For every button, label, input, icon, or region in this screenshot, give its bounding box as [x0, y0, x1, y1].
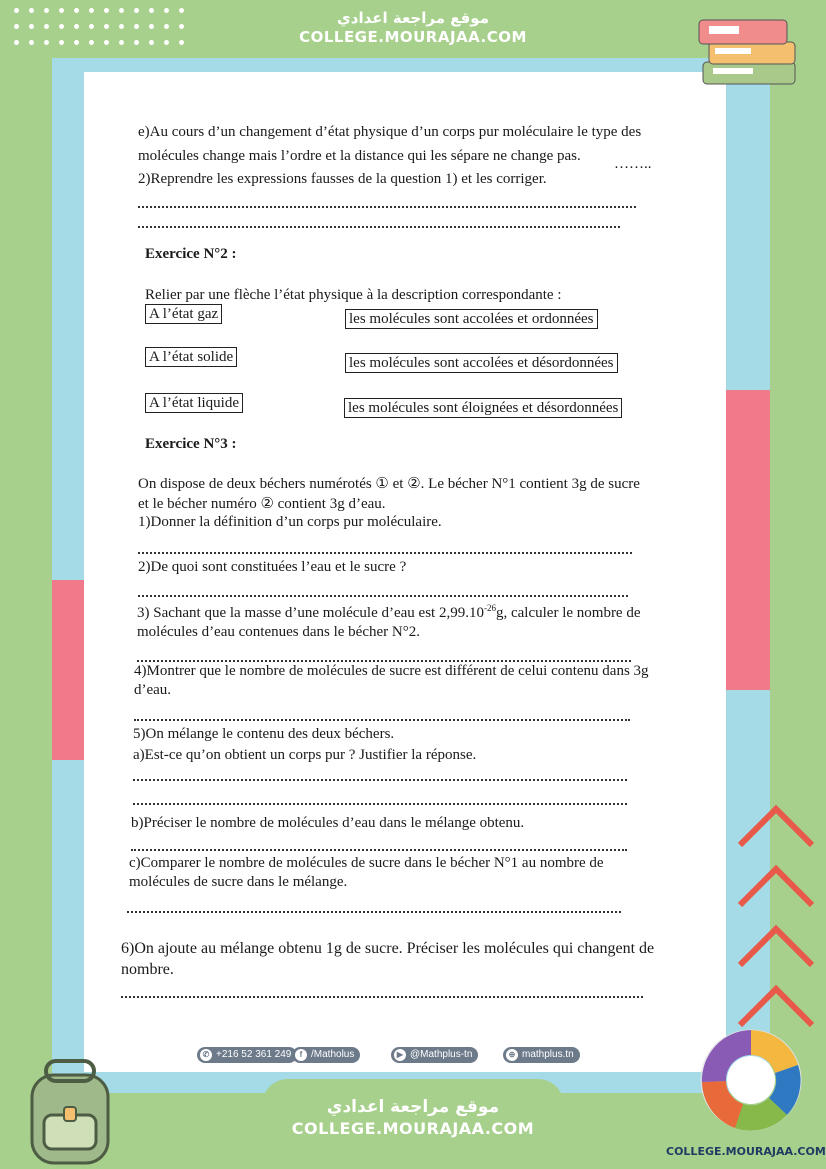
ex3-q5c-line1: c)Comparer le nombre de molécules de sucre dans le bécher N°1 au nombre de	[129, 855, 604, 871]
whatsapp-icon: ✆	[200, 1049, 212, 1061]
description-eloignees: les molécules sont éloignées et désordonnées	[344, 398, 622, 418]
ex3-q2: 2)De quoi sont constituées l’eau et le sucre ?	[138, 559, 407, 575]
brand-wheel-logo	[695, 1022, 807, 1142]
state-gaz: A l’état gaz	[145, 304, 222, 324]
ex3-intro-2: et le bécher numéro ② contient 3g d’eau.	[138, 496, 386, 512]
ex3-q6-line1: 6)On ajoute au mélange obtenu 1g de sucre. Préciser les molécules qui changent de	[121, 940, 655, 957]
description-ordonnees: les molécules sont accolées et ordonnées	[345, 309, 598, 329]
answer-line	[127, 911, 621, 913]
decor-dots-top	[14, 8, 184, 13]
site-header[interactable]	[262, 0, 564, 58]
answer-line	[121, 996, 643, 998]
ex3-q5b: b)Préciser le nombre de molécules d’eau dans le mélange obtenu.	[131, 815, 525, 831]
frame-pink-band-right	[726, 390, 770, 690]
answer-line	[138, 552, 632, 554]
ex3-q1: 1)Donner la définition d’un corps pur moléculaire.	[138, 514, 442, 530]
social-whatsapp[interactable]: ✆ +216 52 361 249	[197, 1047, 297, 1063]
header-arabic-title: موقع مراجعة اعدادي	[337, 9, 489, 27]
exercise-2-title: Exercice N°2 :	[145, 246, 237, 262]
social-facebook[interactable]: f /Matholus	[292, 1047, 360, 1063]
site-footer[interactable]	[262, 1079, 564, 1169]
q1e-line1: e)Au cours d’un changement d’état physique d’un corps pur moléculaire le type des	[138, 124, 642, 140]
answer-line	[138, 206, 636, 208]
q2-text: 2)Reprendre les expressions fausses de la question 1) et les corriger.	[138, 171, 547, 187]
brand-badge-url[interactable]: COLLEGE.MOURAJAA.COM	[666, 1145, 826, 1158]
q1e-dots: ……..	[614, 156, 652, 172]
decor-dots-top-3	[14, 40, 184, 45]
frame-pink-band-left	[52, 580, 84, 760]
ex3-q3-line1: 3) Sachant que la masse d’une molécule d’eau est $2,99.10^{-26}g$, calculer le nombre de	[137, 603, 641, 621]
ex3-intro-1: On dispose de deux béchers numérotés ① et ②. Le bécher N°1 contient 3g de sucre	[138, 476, 640, 492]
footer-arabic-title: موقع مراجعة اعدادي	[326, 1097, 500, 1117]
social-youtube[interactable]: ▶ @Mathplus-tn	[391, 1047, 478, 1063]
youtube-icon: ▶	[394, 1049, 406, 1061]
ex3-q4-line1: 4)Montrer que le nombre de molécules de sucre est différent de celui contenu dans 3g	[134, 663, 649, 679]
books-icon	[695, 12, 805, 94]
answer-line	[133, 779, 627, 781]
answer-line	[134, 719, 630, 721]
footer-site-url[interactable]: COLLEGE.MOURAJAA.COM	[291, 1119, 535, 1138]
ex3-q5: 5)On mélange le contenu des deux béchers.	[133, 726, 395, 742]
ex3-q5a: a)Est-ce qu’on obtient un corps pur ? Justifier la réponse.	[133, 747, 477, 763]
social-website[interactable]: ⊕ mathplus.tn	[503, 1047, 580, 1063]
decor-dots-top-2	[14, 24, 184, 29]
answer-line	[138, 595, 628, 597]
chevron-decor-icon	[732, 795, 820, 1035]
state-solide: A l’état solide	[145, 347, 237, 367]
state-liquide: A l’état liquide	[145, 393, 243, 413]
exercise-3-title: Exercice N°3 :	[145, 436, 237, 452]
ex3-q3-line2: molécules d’eau contenues dans le bécher N°2.	[137, 624, 420, 640]
web-icon: ⊕	[506, 1049, 518, 1061]
answer-line	[133, 803, 627, 805]
backpack-icon	[20, 1055, 120, 1167]
exercise-2-instruction: Relier par une flèche l’état physique à la description correspondante :	[145, 287, 562, 303]
header-site-url[interactable]: COLLEGE.MOURAJAA.COM	[299, 28, 527, 46]
facebook-icon: f	[295, 1049, 307, 1061]
answer-line	[131, 849, 627, 851]
ex3-q5c-line2: molécules de sucre dans le mélange.	[129, 874, 348, 890]
ex3-q6-line2: nombre.	[121, 961, 174, 978]
answer-line	[138, 226, 620, 228]
description-desordonnees: les molécules sont accolées et désordonnées	[345, 353, 618, 373]
q1e-line2: molécules change mais l’ordre et la distance qui les sépare ne change pas.	[138, 148, 581, 164]
ex3-q4-line2: d’eau.	[134, 682, 172, 698]
answer-line	[137, 660, 631, 662]
